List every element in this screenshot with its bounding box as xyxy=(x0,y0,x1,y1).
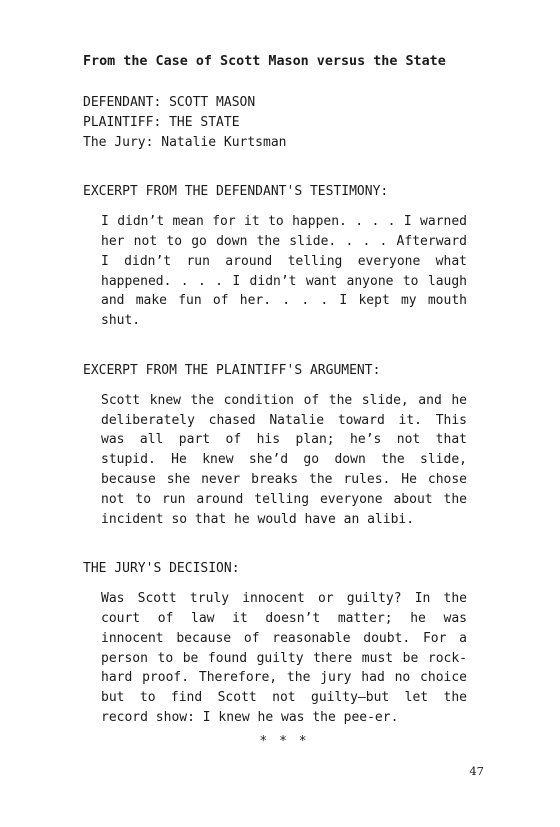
plaintiff-line: PLAINTIFF: THE STATE xyxy=(83,114,240,130)
testimony-excerpt: I didn’t mean for it to happen. . . . I warned her not to go down the slide. . . . Afterward I didn’t run around telling everyone what happened. . . . I didn’t want anyone to laugh and make fun of her. . . . I kept my mouth shut. xyxy=(101,214,467,329)
page-number: 47 xyxy=(469,764,484,778)
decision-heading: THE JURY'S DECISION: xyxy=(83,561,240,577)
argument-excerpt: Scott knew the condition of the slide, and he deliberately chased Natalie toward it. This was all part of his plan; he’s not that stupid. He knew she’d go down the slide, because she never breaks the rules. He chose not to run around telling everyone about the incident so that he would have an alibi. xyxy=(101,392,467,527)
jury-line: The Jury: Natalie Kurtsman xyxy=(83,134,287,150)
section-separator: * * * xyxy=(259,733,309,749)
case-title: From the Case of Scott Mason versus the State xyxy=(83,54,446,69)
argument-heading: EXCERPT FROM THE PLAINTIFF'S ARGUMENT: xyxy=(83,362,381,378)
page-content xyxy=(83,52,467,752)
testimony-heading: EXCERPT FROM THE DEFENDANT'S TESTIMONY: xyxy=(83,184,389,200)
defendant-line: DEFENDANT: SCOTT MASON xyxy=(83,95,256,110)
decision-text: Was Scott truly innocent or guilty? In the court of law it doesn’t matter; he was innocent because of reasonable doubt. For a person to be found guilty there must be rock-hard proof. Therefore, the jury had no choice but to find Scott not guilty—but let the record show: I knew he was the pee-er. xyxy=(101,591,467,725)
case-parties xyxy=(83,93,467,152)
